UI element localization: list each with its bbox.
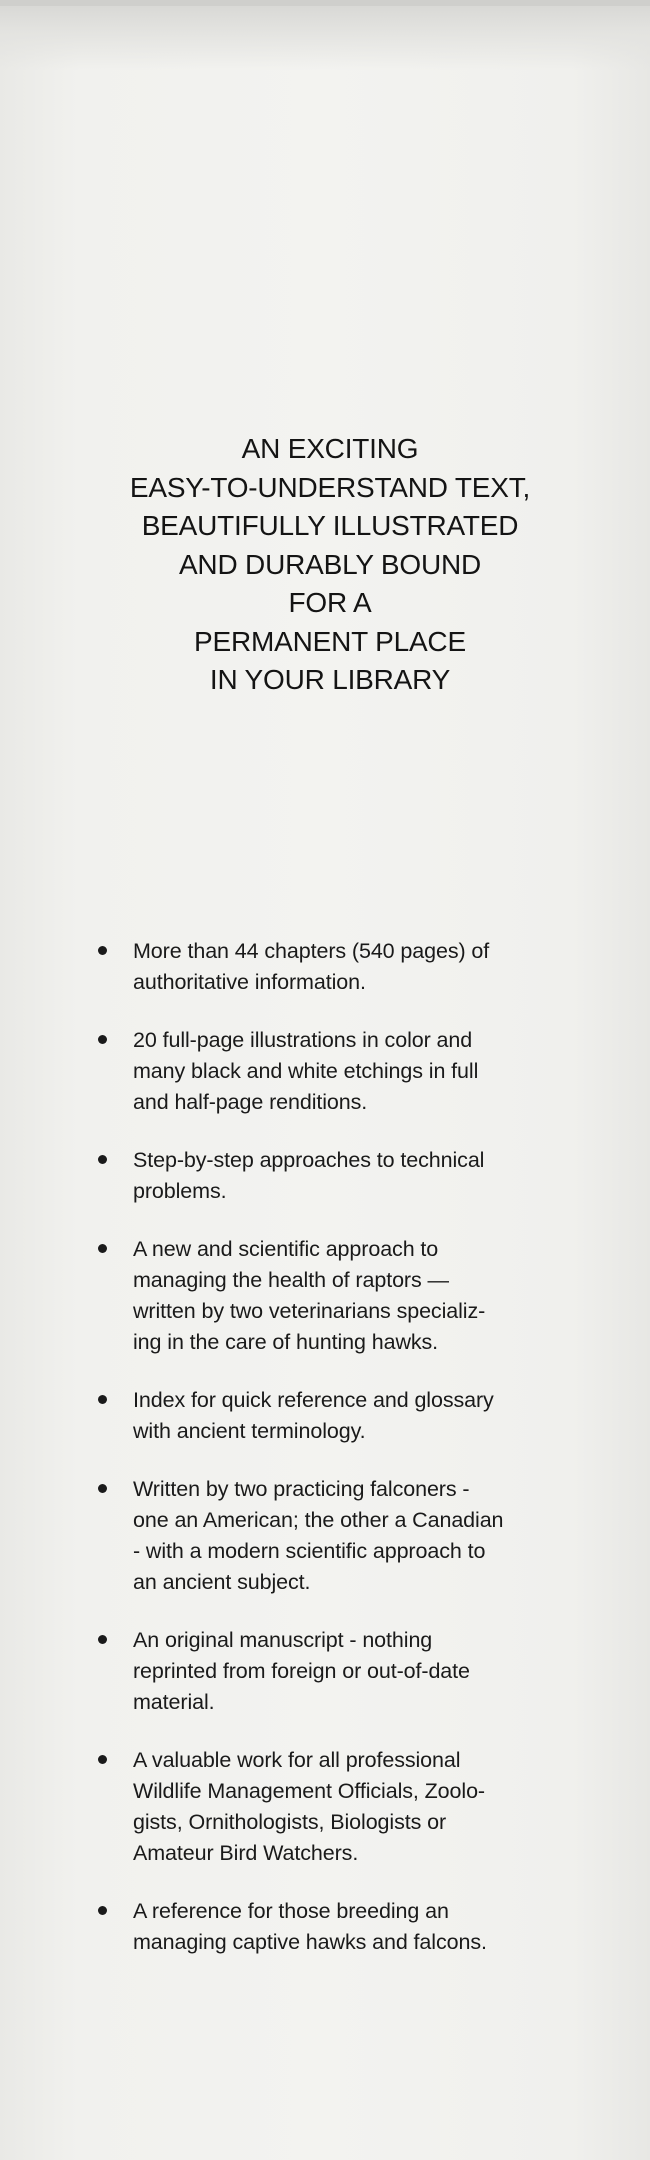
feature-line: Amateur Bird Watchers.	[133, 1841, 359, 1865]
feature-line: A new and scientific approach to	[133, 1237, 439, 1261]
bullet-icon	[98, 1635, 107, 1644]
feature-item	[88, 1234, 558, 1358]
bullet-icon	[98, 1906, 107, 1915]
feature-line: A reference for those breeding an	[133, 1899, 449, 1923]
feature-line: Wildlife Management Officials, Zoolo-	[133, 1779, 485, 1803]
headline-line: FOR A	[288, 587, 372, 618]
headline-line: BEAUTIFULLY ILLUSTRATED	[141, 510, 519, 541]
headline-line: EASY-TO-UNDERSTAND TEXT,	[129, 471, 531, 503]
feature-item	[88, 1896, 558, 1958]
feature-line: with ancient terminology.	[133, 1419, 366, 1443]
feature-line: ing in the care of hunting hawks.	[133, 1330, 439, 1354]
feature-line: - with a modern scientific approach to	[133, 1539, 486, 1563]
feature-line: Written by two practicing falconers -	[133, 1477, 470, 1501]
feature-line: 20 full-page illustrations in color and	[133, 1028, 473, 1052]
feature-line: many black and white etchings in full	[133, 1059, 479, 1083]
headline-line: AN EXCITING	[241, 433, 419, 464]
bullet-icon	[98, 1155, 107, 1164]
feature-list	[88, 936, 558, 1985]
headline-line: PERMANENT PLACE	[194, 625, 466, 657]
feature-line: managing the health of raptors —	[133, 1268, 449, 1292]
top-edge	[0, 0, 650, 6]
bullet-icon	[98, 1395, 107, 1404]
feature-line: and half-page renditions.	[133, 1090, 368, 1114]
feature-line: Step-by-step approaches to technical	[133, 1148, 485, 1172]
feature-item	[88, 1025, 558, 1118]
bullet-icon	[98, 946, 107, 955]
feature-item	[88, 936, 558, 998]
bullet-icon	[98, 1035, 107, 1044]
feature-line: A valuable work for all professional	[133, 1748, 461, 1772]
top-shadow	[0, 0, 650, 70]
bullet-icon	[98, 1244, 107, 1253]
headline	[60, 430, 600, 700]
feature-line: authoritative information.	[133, 970, 366, 994]
feature-line: Index for quick reference and glossary	[133, 1388, 494, 1412]
feature-line: written by two veterinarians specializ-	[133, 1299, 486, 1323]
headline-line: AND DURABLY BOUND	[178, 548, 482, 580]
feature-line: managing captive hawks and falcons.	[133, 1930, 487, 1954]
headline-line: IN YOUR LIBRARY	[209, 664, 451, 695]
feature-item	[88, 1625, 558, 1718]
feature-line: An original manuscript - nothing	[133, 1628, 433, 1652]
feature-item	[88, 1385, 558, 1447]
feature-item	[88, 1474, 558, 1598]
feature-line: reprinted from foreign or out-of-date	[133, 1659, 470, 1683]
feature-line: More than 44 chapters (540 pages) of	[133, 939, 490, 963]
feature-line: gists, Ornithologists, Biologists or	[133, 1810, 447, 1834]
feature-line: an ancient subject.	[133, 1570, 311, 1594]
bullet-icon	[98, 1484, 107, 1493]
feature-line: problems.	[133, 1179, 227, 1203]
feature-line: material.	[133, 1690, 215, 1714]
bullet-icon	[98, 1755, 107, 1764]
feature-item	[88, 1145, 558, 1207]
feature-line: one an American; the other a Canadian	[133, 1508, 504, 1532]
feature-item	[88, 1745, 558, 1869]
